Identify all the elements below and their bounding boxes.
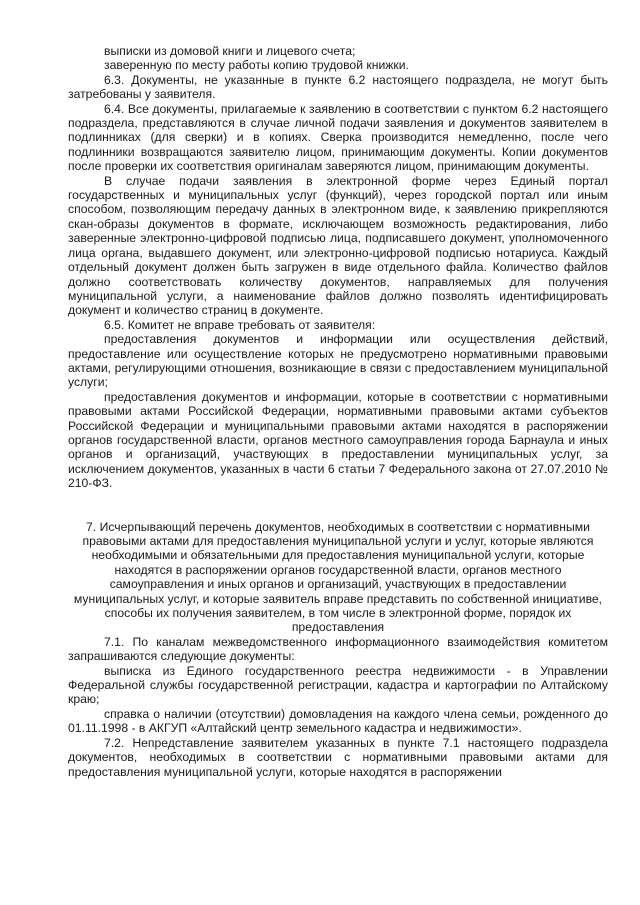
- paragraph-house-book: выписки из домовой книги и лицевого счета;: [104, 44, 356, 58]
- document-page: [68, 44, 608, 779]
- paragraph-6-4: 6.4. Все документы, прилагаемые к заявлению в соответствии с пунктом 6.2 настоящего подраздела, представляются в случае личной подачи заявления и документов заявителем в подлинниках (для сверки) и в копиях. Сверка производится немедленно, после чего подлинники возвращаются заявителю лицом, принимающим документы. Копии документов после проверки их соответствия оригиналам заверяются лицом, принимающим документы.: [68, 101, 608, 174]
- paragraph-6-3: 6.3. Документы, не указанные в пункте 6.2 настоящего подраздела, не могут быть затребованы у заявителя.: [68, 72, 608, 102]
- section-spacer: [68, 491, 608, 520]
- paragraph-household-certificate: справка о наличии (отсутствии) домовладения на каждого члена семьи, рожденного до 01.11.1998 - в АКГУП «Алтайский центр земельного кадастра и недвижимости».: [68, 706, 608, 736]
- paragraph-6-5-item-2: предоставления документов и информации, которые в соответствии с нормативными правовыми актами Российской Федерации, нормативными правовыми актами субъектов Российской Федерации и муниципальными правовыми актами находятся в распоряжении органов государственной власти, органов местного самоуправления города Барнаула и иных органов и организаций, участвующих в предоставлении муниципальных услуг, за исключением документов, указанных в части 6 статьи 7 Федерального закона от 27.07.2010 № 210-ФЗ.: [68, 389, 608, 491]
- paragraph-electronic-submission: В случае подачи заявления в электронной форме через Единый портал государственных и муниципальных услуг (функций), через городской портал или иным способом, позволяющим передачу данных в электронном виде, к заявлению прикрепляются скан-образы документов в формате, исключающем возможность редактирования, либо заверенные электронно-цифровой подписью лица, подписавшего документ, уполномоченного лица органа, выдавшего документ, или электронно-цифровой подписью нотариуса. Каждый отдельный документ должен быть загружен в виде отдельного файла. Количество файлов должно соответствовать количеству документов, направляемых для получения муниципальной услуги, а наименование файлов должно позволять идентифицировать документ и количество страниц в документе.: [68, 173, 608, 318]
- paragraph-work-book-copy: заверенную по месту работы копию трудовой книжки.: [104, 58, 409, 73]
- section-7-heading: 7. Исчерпывающий перечень документов, необходимых в соответствии с нормативными правовыми актами для предоставления муниципальной услуги и услуг, которые являются необходимыми и обязательными для предоставления муниципальной услуги, которые находятся в распоряжении органов государственной власти, органов местного самоуправления и иных органов и организаций, участвующих в предоставлении муниципальных услуг, и которые заявитель вправе представить по собственной инициативе, способы их получения заявителем, в том числе в электронной форме, порядок их предоставления: [73, 519, 603, 635]
- paragraph-registry-extract: выписка из Единого государственного реестра недвижимости - в Управлении Федеральной службы государственной регистрации, кадастра и картографии по Алтайскому краю;: [68, 663, 608, 707]
- paragraph-7-2: 7.2. Непредставление заявителем указанных в пункте 7.1 настоящего подраздела документов, необходимых в соответствии с нормативными правовыми актами для предоставления муниципальной услуги, которые находятся в распоряжении: [68, 735, 608, 779]
- paragraph-7-1: 7.1. По каналам межведомственного информационного взаимодействия комитетом запрашиваются следующие документы:: [68, 634, 608, 664]
- paragraph-6-5-item-1: предоставления документов и информации или осуществления действий, предоставление или осуществление которых не предусмотрено нормативными правовыми актами, регулирующими отношения, возникающие в связи с предоставлением муниципальной услуги;: [68, 332, 608, 390]
- paragraph-6-5: 6.5. Комитет не вправе требовать от заявителя:: [104, 317, 376, 332]
